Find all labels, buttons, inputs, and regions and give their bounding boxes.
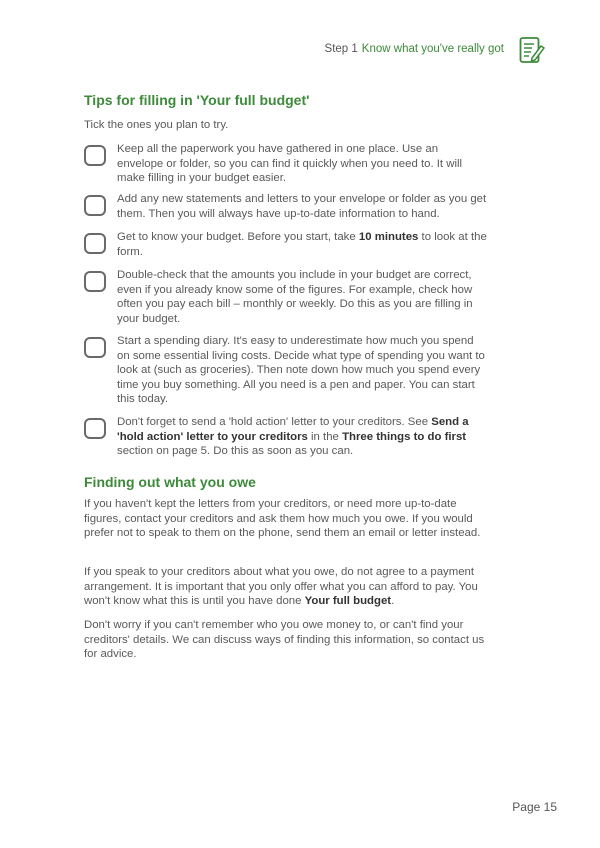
bold-text: 10 minutes <box>358 231 419 243</box>
tip-text <box>117 142 487 186</box>
owe-paragraph <box>84 497 489 541</box>
tip-text <box>117 334 487 407</box>
tip-item <box>84 142 494 186</box>
text-segment: Don't forget to send a 'hold action' letter to your creditors. See <box>117 416 432 428</box>
tip-text <box>117 415 487 459</box>
bold-text: Your full budget <box>304 595 392 608</box>
bold-text: Three things to do first <box>342 430 467 443</box>
owe-paragraph <box>84 618 489 662</box>
text-segment: section on page 5. Do this as soon as you can. <box>117 445 354 458</box>
text-segment: Don't worry if you can't remember who you owe money to, or can't find your creditors' details. We can discuss ways of finding this information, so contact us for advice. <box>84 619 485 661</box>
text-segment: Add any new statements and letters to your envelope or folder as you get them. Then you will always have up-to-date information to hand. <box>117 193 487 220</box>
tip-text <box>117 230 487 259</box>
tip-checkbox[interactable] <box>84 195 106 216</box>
text-segment: in the <box>307 430 343 443</box>
tip-text <box>117 192 487 221</box>
text-segment: Get to know your budget. Before you start, take <box>117 231 359 243</box>
text-segment: If you haven't kept the letters from your creditors, or need more up-to-date figures, contact your creditors and ask them how much you owe. If you would prefer not to speak to them on the phone, send them an email or letter instead. <box>84 498 481 540</box>
text-segment: to look at the form. <box>117 231 487 258</box>
tip-item <box>84 268 494 326</box>
bold-text: Send a 'hold action' letter to your creditors <box>117 416 469 443</box>
tip-checkbox[interactable] <box>84 271 106 292</box>
tip-checkbox[interactable] <box>84 337 106 358</box>
tip-checkbox[interactable] <box>84 145 106 166</box>
text-segment: If you speak to your creditors about what you owe, do not agree to a payment arrangement. It is important that you only offer what you can afford to pay. You won't know what this is until you have done <box>84 566 478 608</box>
running-header <box>325 43 504 55</box>
page-number: Page 15 <box>512 800 557 814</box>
tips-intro: Tick the ones you plan to try. <box>84 119 229 131</box>
tip-item <box>84 415 494 459</box>
tips-heading: Tips for filling in 'Your full budget' <box>84 92 310 108</box>
tip-text <box>117 268 487 326</box>
tip-item <box>84 334 494 407</box>
tip-item <box>84 192 494 221</box>
step-subtitle: Know what you've really got <box>361 43 504 55</box>
owe-paragraph <box>84 565 489 609</box>
step-label: Step 1 <box>324 43 358 55</box>
text-segment: Keep all the paperwork you have gathered in one place. Use an envelope or folder, so you can find it quickly when you need to. It will make filling in your budget easier. <box>117 143 463 185</box>
tip-checkbox[interactable] <box>84 233 106 254</box>
text-segment: Double-check that the amounts you include in your budget are correct, even if you already know some of the figures. For example, check how often you pay each bill – monthly or weekly. Do this as you are filling in your budget. <box>117 269 473 325</box>
text-segment: Start a spending diary. It's easy to underestimate how much you spend on some essential living costs. Decide what type of spending you want to look at (such as groceries). Then note down how much you spend every time you buy something. All you need is a pen and paper. You can start this today. <box>117 335 485 406</box>
owe-heading: Finding out what you owe <box>84 474 256 490</box>
tip-item <box>84 230 494 259</box>
text-segment: . <box>391 595 395 608</box>
tip-checkbox[interactable] <box>84 418 106 439</box>
document-pen-icon <box>519 36 545 64</box>
